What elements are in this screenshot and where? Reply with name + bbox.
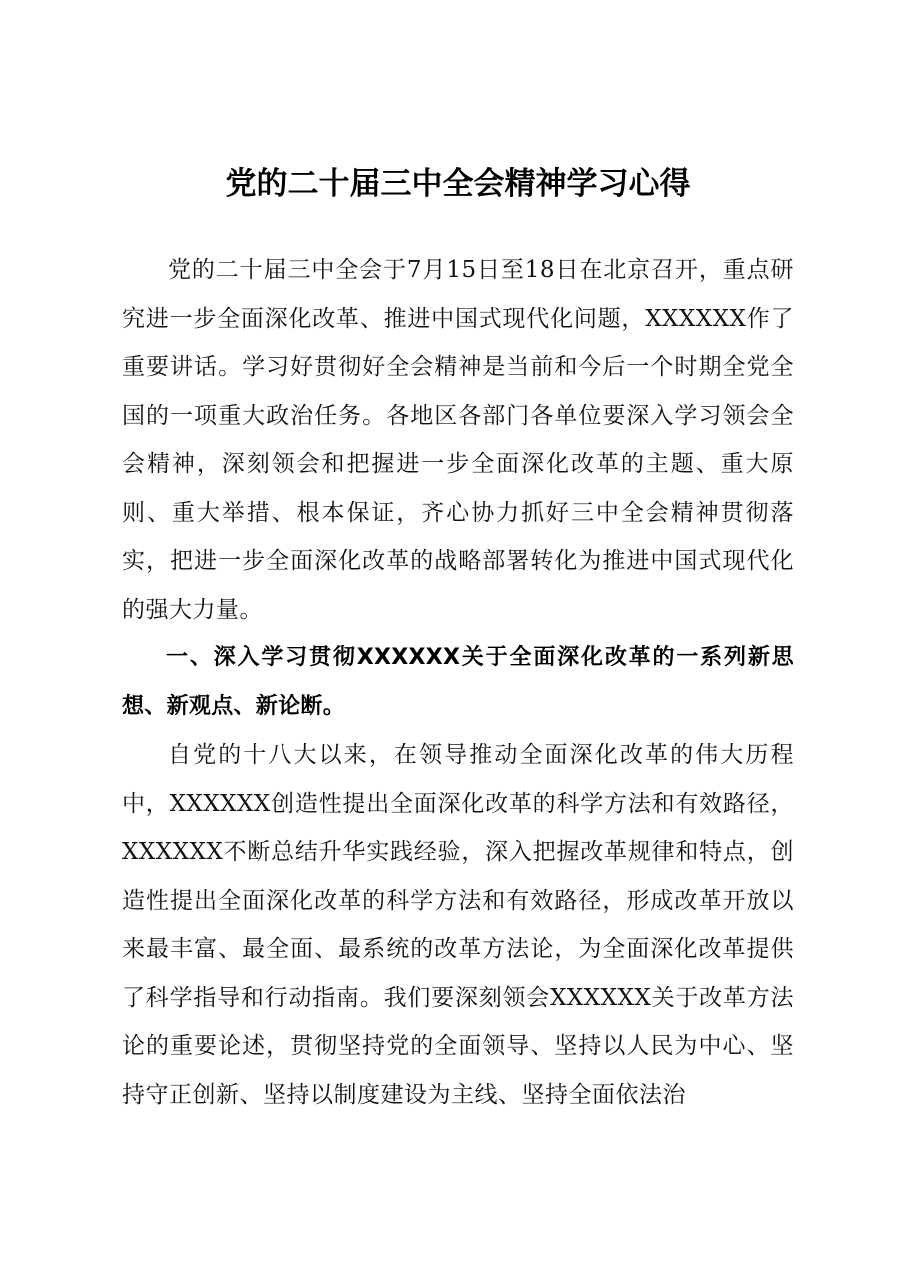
document-title: 党的二十届三中全会精神学习心得 bbox=[225, 166, 691, 202]
section-paragraph: 自党的十八大以来，在领导推动全面深化改革的伟大历程中，XXXXXX创造性提出全面深化改革的科学方法和有效路径，XXXXXX不断总结升华实践经验，深入把握改革规律和特点，创造性提出全面深化改革的科学方法和有效路径，形成改革开放以来最丰富、最全面、最系统的改革方法论，为全面深化改革提供了科学指导和行动指南。我们要深刻领会XXXXXX关于改革方法论的重要论述，贯彻坚持党的全面领导、坚持以人民为中心、坚持守正创新、坚持以制度建设为主线、坚持全面依法治 bbox=[122, 742, 794, 1108]
document-body bbox=[122, 158, 794, 1119]
intro-paragraph: 党的二十届三中全会于7月15日至18日在北京召开，重点研究进一步全面深化改革、推进中国式现代化问题，XXXXXX作了重要讲话。学习好贯彻好全会精神是当前和今后一个时期全党全国的一项重大政治任务。各地区各部门各单位要深入学习领会全会精神，深刻领会和把握进一步全面深化改革的主题、重大原则、重大举措、根本保证，齐心协力抓好三中全会精神贯彻落实，把进一步全面深化改革的战略部署转化为推进中国式现代化的强大力量。 bbox=[122, 257, 794, 623]
section-heading: 一、深入学习贯彻XXXXXX关于全面深化改革的一系列新思想、新观点、新论断。 bbox=[122, 645, 794, 719]
